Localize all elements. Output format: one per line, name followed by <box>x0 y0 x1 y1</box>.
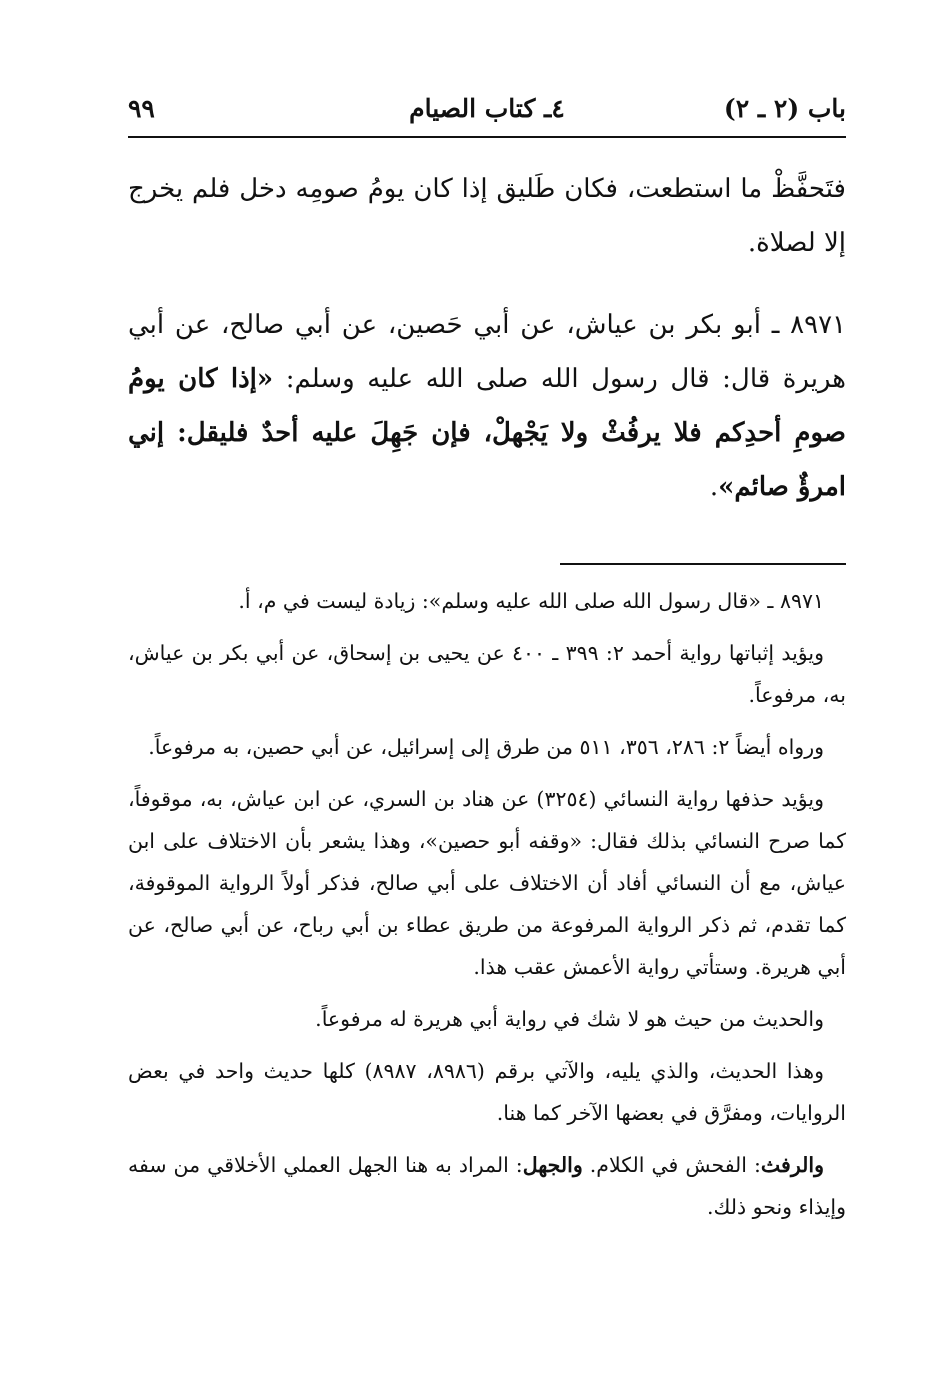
main-paragraph-1: فتَحفَّظْ ما استطعت، فكان طَليق إذا كان يومُ صومِه دخل فلم يخرج إلا لصلاة. <box>128 174 846 258</box>
main-paragraph-hadith-8971 <box>128 298 846 514</box>
term-jahl: والجهل <box>522 1153 583 1177</box>
hadith-isnad: ٨٩٧١ ـ أبو بكر بن عياش، عن أبي حَصين، عن أبي صالح، عن أبي هريرة قال: قال رسول الله صلى الله عليه وسلم: <box>128 310 846 394</box>
page-number: ٩٩ <box>128 94 155 123</box>
footnote-6: وهذا الحديث، والذي يليه، والآتي برقم (٨٩٨٦، ٨٩٨٧) كلها حديث واحد في بعض الروايات، ومفرَّق في بعضها الآخر كما هنا. <box>128 1059 846 1125</box>
footnotes <box>128 580 846 1238</box>
footnote-divider <box>560 563 846 565</box>
footnote-2: ويؤيد إثباتها رواية أحمد ٢: ٣٩٩ ـ ٤٠٠ عن يحيى بن إسحاق، عن أبي بكر بن عياش، به، مرفوعاً. <box>128 641 846 707</box>
main-text <box>128 162 846 514</box>
term-rafath: والرفث <box>760 1153 824 1177</box>
book-title: ٤ـ كتاب الصيام <box>409 94 565 123</box>
chapter-label: باب (٢ ـ ٢) <box>723 94 846 123</box>
hadith-end-mark: . <box>709 472 719 502</box>
page-header <box>128 92 846 138</box>
footnote-4: ويؤيد حذفها رواية النسائي (٣٢٥٤) عن هناد بن السري، عن ابن عياش، به، موقوفاً، كما صرح النسائي بذلك فقال: «وقفه أبو حصين»، وهذا يشعر بأن الاختلاف على ابن عياش، مع أن النسائي أفاد أن الاختلاف على أبي صالح، فذكر أولاً الرواية الموقوفة، كما تقدم، ثم ذكر الرواية المرفوعة من طريق عطاء بن أبي رباح، عن أبي صالح، عن أبي هريرة. وستأتي رواية الأعمش عقب هذا. <box>128 787 846 979</box>
hadith-matn: «إذا كان يومُ صومِ أحدِكم فلا يرفُثْ ولا يَجْهلْ، فإن جَهِلَ عليه أحدٌ فليقل: إني امرؤٌ صائم» <box>128 364 846 502</box>
footnote-7 <box>128 1144 846 1228</box>
footnote-5: والحديث من حيث هو لا شك في رواية أبي هريرة له مرفوعاً. <box>315 1007 824 1031</box>
footnote-1: ٨٩٧١ ـ «قال رسول الله صلى الله عليه وسلم»: زيادة ليست في م، أ. <box>238 589 824 613</box>
footnote-3: ورواه أيضاً ٢: ٢٨٦، ٣٥٦، ٥١١ من طرق إلى إسرائيل، عن أبي حصين، به مرفوعاً. <box>148 735 824 759</box>
definition-rafath: : الفحش في الكلام. <box>582 1153 761 1177</box>
definition-jahl: : المراد به هنا الجهل العملي الأخلاقي من سفه وإيذاء ونحو ذلك. <box>128 1153 846 1219</box>
